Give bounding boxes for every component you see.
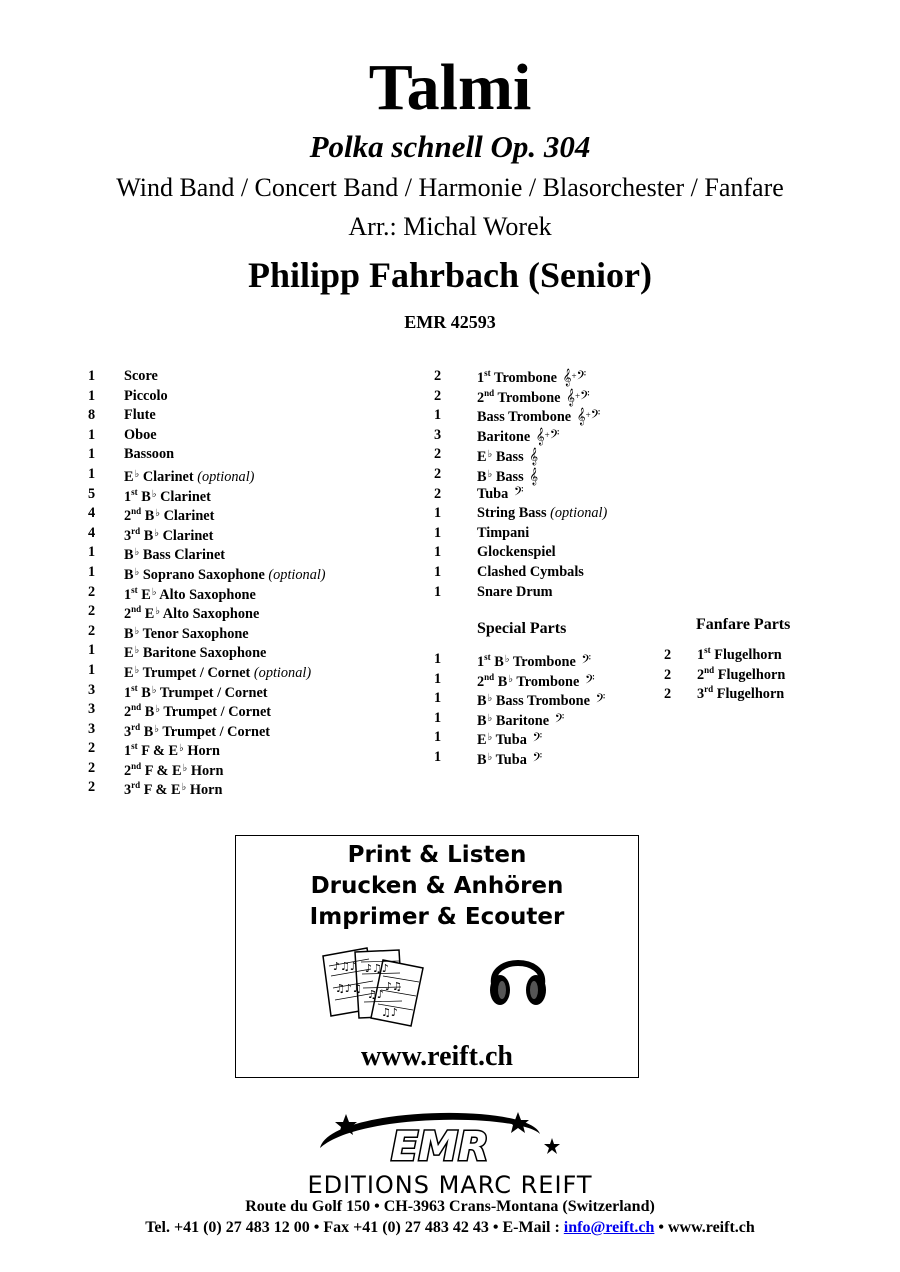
part-name: 2nd E♭ Alto Saxophone [124,604,260,623]
part-name: 1st E♭ Alto Saxophone [124,584,256,603]
part-quantity: 1 [88,446,96,463]
part-quantity: 3 [88,720,96,737]
part-name: 3rd Flugelhorn [697,684,785,703]
part-name: 2nd B♭ Trumpet / Cornet [124,702,272,721]
promo-line-print-listen: Print & Listen [347,842,527,868]
part-name: B♭ Bass Clarinet [124,547,226,564]
part-name: Flute [124,407,156,424]
part-quantity: 4 [88,505,96,522]
part-quantity: 1 [88,661,96,678]
part-quantity: 2 [434,368,442,384]
part-name: String Bass (optional) [477,505,608,522]
part-quantity: 1 [88,465,96,482]
part-quantity: 8 [88,407,96,424]
promo-website-link[interactable]: www.reift.ch [361,1041,513,1072]
part-quantity: 1 [434,524,442,541]
part-quantity: 2 [88,740,96,757]
part-quantity: 2 [434,446,442,463]
part-name: Piccolo [124,387,168,404]
part-quantity: 1 [434,544,442,561]
part-name: B♭ Baritone 𝄢 [477,712,565,729]
part-quantity: 2 [434,387,442,404]
part-quantity: 3 [434,426,442,443]
catalog-number: EMR 42593 [404,312,496,332]
part-name: Bassoon [124,446,175,463]
part-name: B♭ Bass 𝄞 [477,468,539,485]
svg-text:♫♪♫: ♫♪♫ [335,982,362,995]
part-quantity: 1 [434,670,442,687]
part-name: 2nd Trombone 𝄞+𝄢 [477,387,590,406]
ensemble-line: Wind Band / Concert Band / Harmonie / Blasorchester / Fanfare [116,173,784,202]
headphones-icon [486,944,550,1010]
part-name: Clashed Cymbals [477,563,584,580]
special-parts-heading: Special Parts [477,620,567,637]
part-quantity: 2 [664,666,672,683]
part-name: B♭ Tenor Saxophone [124,625,249,642]
part-quantity: 4 [88,524,96,541]
publisher-brand: EDITIONS MARC REIFT [307,1171,593,1199]
promo-line-imprimer: Imprimer & Ecouter [309,904,565,930]
part-quantity: 2 [664,647,672,663]
part-name: 1st Flugelhorn [697,645,782,663]
part-name: 3rd F & E♭ Horn [124,780,223,799]
part-quantity: 3 [88,701,96,718]
part-quantity: 2 [434,465,442,482]
svg-text:♫♪: ♫♪ [367,988,384,1001]
sheet-music-icon [319,946,429,1028]
part-name: 3rd B♭ Clarinet [124,525,214,544]
part-name: B♭ Soprano Saxophone (optional) [124,566,326,583]
part-quantity: 1 [88,544,96,561]
part-quantity: 5 [88,485,96,502]
part-name: E♭ Tuba 𝄢 [477,732,543,749]
part-quantity: 1 [88,563,96,580]
promo-line-drucken: Drucken & Anhören [310,873,564,899]
composer-name: Philipp Fahrbach (Senior) [247,255,653,295]
part-quantity: 2 [88,759,96,776]
part-name: 2nd B♭ Trombone 𝄢 [477,671,595,690]
part-name: 2nd F & E♭ Horn [124,760,224,779]
part-name: Score [124,368,158,384]
part-name: 2nd Flugelhorn [697,664,786,683]
part-quantity: 1 [434,583,442,600]
part-name: 1st B♭ Clarinet [124,486,211,505]
part-quantity: 1 [88,426,96,443]
part-name: E♭ Bass 𝄞 [477,449,539,466]
part-quantity: 1 [88,387,96,404]
svg-text:♪♫♪: ♪♫♪ [333,960,357,973]
svg-text:♫♪: ♫♪ [381,1006,398,1019]
part-quantity: 2 [88,622,96,639]
part-quantity: 1 [434,407,442,424]
part-name: Tuba 𝄢 [477,485,524,502]
part-quantity: 1 [88,368,96,384]
email-link[interactable]: info@reift.ch [563,1219,655,1236]
part-name: E♭ Baritone Saxophone [124,645,267,662]
print-listen-box [235,835,639,1078]
part-name: Oboe [124,426,157,443]
part-name: Glockenspiel [477,544,556,561]
part-name: 1st Trombone 𝄞+𝄢 [477,368,587,386]
page-title: Talmi [368,51,532,124]
part-name: E♭ Trumpet / Cornet (optional) [124,664,312,681]
part-quantity: 1 [434,651,442,667]
part-name: 1st B♭ Trombone 𝄢 [477,652,592,670]
fanfare-parts-heading: Fanfare Parts [696,616,791,633]
part-quantity: 2 [88,603,96,620]
subtitle: Polka schnell Op. 304 [309,129,591,164]
part-quantity: 1 [434,505,442,522]
part-name: Snare Drum [477,583,553,600]
part-name: Timpani [477,524,530,541]
part-name: E♭ Clarinet (optional) [124,468,255,485]
part-quantity: 2 [88,583,96,600]
part-name: B♭ Bass Trombone 𝄢 [477,693,606,710]
contact-website: • www.reift.ch [654,1219,755,1236]
part-quantity: 1 [434,690,442,707]
part-quantity: 2 [434,485,442,502]
part-name: B♭ Tuba 𝄢 [477,751,543,768]
part-name: 2nd B♭ Clarinet [124,506,215,525]
emr-logo [290,1108,590,1174]
part-name: 1st B♭ Trumpet / Cornet [124,682,268,701]
emr-logo-text: EMR [391,1124,489,1170]
part-name: 3rd B♭ Trumpet / Cornet [124,721,271,740]
part-quantity: 2 [88,779,96,796]
publisher-address: Route du Golf 150 • CH-3963 Crans-Montana (Switzerland) [245,1198,655,1215]
part-quantity: 2 [664,686,672,703]
part-name: Baritone 𝄞+𝄢 [477,428,560,445]
part-quantity: 3 [88,681,96,698]
part-name: Bass Trombone 𝄞+𝄢 [477,409,601,426]
part-quantity: 1 [434,748,442,765]
part-quantity: 1 [434,563,442,580]
svg-text:♪♫♪: ♪♫♪ [365,962,389,975]
part-quantity: 1 [88,642,96,659]
part-name: 1st F & E♭ Horn [124,741,220,760]
part-quantity: 1 [434,709,442,726]
arranger-line: Arr.: Michal Worek [348,212,552,241]
publisher-contact [0,1217,900,1239]
svg-text:♪♫: ♪♫ [385,980,402,993]
part-quantity: 1 [434,729,442,746]
contact-phone-fax: Tel. +41 (0) 27 483 12 00 • Fax +41 (0) 27 483 42 43 • E-Mail : [145,1219,564,1236]
